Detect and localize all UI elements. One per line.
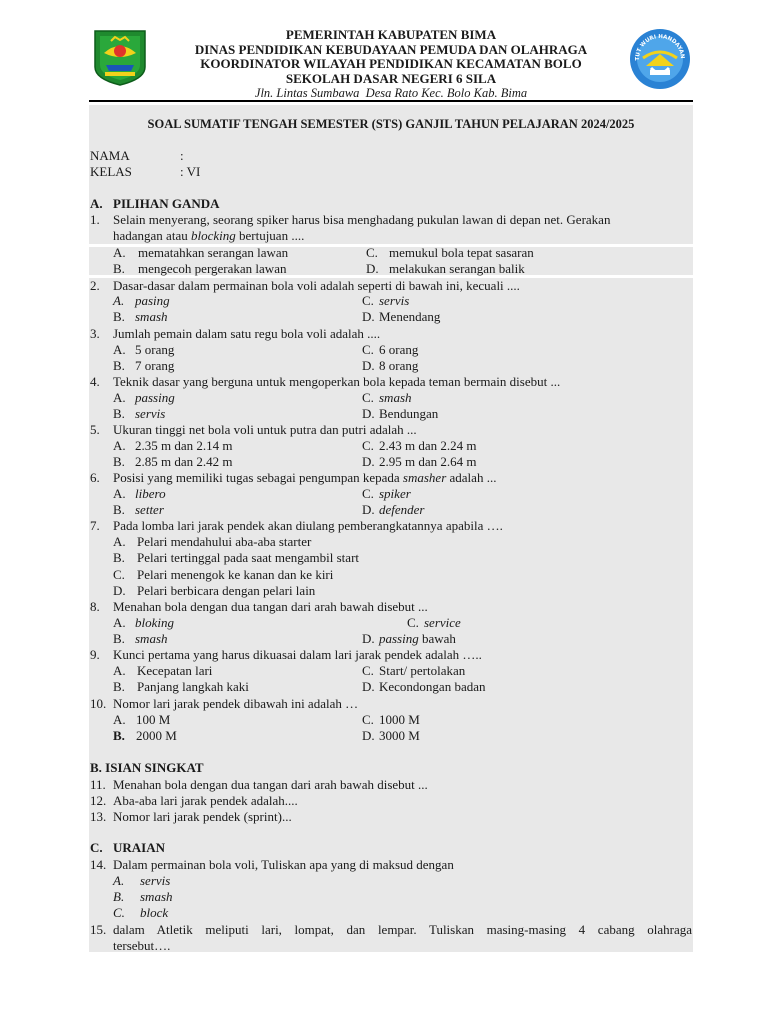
question-text: Dalam permainan bola voli, Tuliskan apa yang di maksud dengan	[113, 857, 454, 872]
option-label: C.	[362, 486, 374, 501]
option-label: C.	[366, 245, 378, 260]
option-a: Pelari mendahului aba-aba starter	[137, 534, 312, 549]
option-d: 8 orang	[379, 358, 419, 373]
option-label: B.	[113, 406, 125, 421]
question-text-line-2	[113, 228, 304, 244]
exam-title: SOAL SUMATIF TENGAH SEMESTER (STS) GANJIL TAHUN PELAJARAN 2024/2025	[147, 117, 635, 131]
option-b: Pelari tertinggal pada saat mengambil start	[137, 550, 360, 565]
option-label: A.	[113, 342, 126, 357]
option-c: spiker	[379, 486, 411, 501]
option-label: C.	[113, 567, 125, 582]
option-a: passing	[135, 390, 175, 405]
letterhead-line-3: KOORDINATOR WILAYAH PENDIDIKAN KECAMATAN BOLO	[200, 56, 582, 71]
question-number: 11.	[90, 777, 106, 792]
option-d-rest: bawah	[418, 631, 456, 646]
option-c: memukul bola tepat sasaran	[389, 245, 534, 260]
option-c: Start/ pertolakan	[379, 663, 466, 678]
option-label: D.	[362, 631, 375, 646]
option-label: A.	[113, 245, 126, 260]
option-c: service	[424, 615, 461, 630]
option-label: D.	[362, 406, 375, 421]
question-number: 6.	[90, 470, 100, 485]
option-d	[379, 631, 456, 647]
question-text: Kunci pertama yang harus dikuasai dalam lari jarak pendek adalah …..	[113, 647, 482, 662]
option-label: D.	[366, 261, 379, 276]
option-d: defender	[379, 502, 425, 517]
option-label: A.	[113, 615, 126, 630]
option-d: Menendang	[379, 309, 441, 324]
option-label: B.	[113, 261, 125, 276]
option-b: servis	[135, 406, 166, 421]
question-text: Aba-aba lari jarak pendek adalah....	[113, 793, 298, 808]
option-d: 2.95 m dan 2.64 m	[379, 454, 477, 469]
option-label: B.	[113, 728, 125, 743]
option-label: A.	[113, 486, 126, 501]
option-b: setter	[135, 502, 164, 517]
question-number: 4.	[90, 374, 100, 389]
option-b: smash	[135, 309, 168, 324]
option-a: bloking	[135, 615, 174, 630]
option-label: C.	[362, 342, 374, 357]
question-text: Dasar-dasar dalam permainan bola voli adalah seperti di bawah ini, kecuali ....	[113, 278, 520, 293]
item-label: B.	[113, 889, 125, 904]
option-label: A.	[113, 534, 126, 549]
option-d: Kecondongan badan	[379, 679, 486, 694]
option-c: Pelari menengok ke kanan dan ke kiri	[137, 567, 334, 582]
question-text-term: blocking	[190, 228, 236, 243]
option-a: pasing	[135, 293, 170, 308]
question-number: 13.	[90, 809, 107, 824]
question-text: Jumlah pemain dalam satu regu bola voli adalah ....	[113, 326, 381, 341]
question-text-term: smasher	[402, 470, 447, 485]
section-a-title: PILIHAN GANDA	[113, 196, 220, 211]
section-c-title: URAIAN	[113, 840, 165, 855]
option-b: mengecoh pergerakan lawan	[138, 261, 287, 276]
question-text-part: hadangan atau	[113, 228, 191, 243]
item-text: servis	[140, 873, 171, 888]
option-c: 6 orang	[379, 342, 419, 357]
emblem-caption: TUT WURI HANDAYAN	[634, 33, 686, 61]
option-label: A.	[113, 390, 126, 405]
option-c: 2.43 m dan 2.24 m	[379, 438, 477, 453]
option-label: A.	[113, 438, 126, 453]
school-address: Jln. Lintas Sumbawa Desa Rato Kec. Bolo Kab. Bima	[254, 86, 528, 100]
option-c: servis	[379, 293, 410, 308]
option-d: Pelari berbicara dengan pelari lain	[137, 583, 316, 598]
question-text-line-2: tersebut….	[113, 938, 171, 953]
option-label: D.	[362, 309, 375, 324]
question-text: Nomor lari jarak pendek dibawah ini adalah …	[113, 696, 359, 711]
option-a: Kecepatan lari	[137, 663, 213, 678]
kelas-label: KELAS	[90, 164, 132, 179]
option-b: 2.85 m dan 2.42 m	[135, 454, 233, 469]
option-a: 2.35 m dan 2.14 m	[135, 438, 233, 453]
option-d: melakukan serangan balik	[389, 261, 525, 276]
option-label: B.	[113, 358, 125, 373]
option-label: C.	[362, 712, 374, 727]
question-text: Selain menyerang, seorang spiker harus bisa menghadang pukulan lawan di depan net. Gerakan	[113, 212, 611, 227]
question-number: 7.	[90, 518, 100, 533]
option-b: 2000 M	[136, 728, 177, 743]
tut-wuri-handayani-emblem-icon	[629, 28, 691, 90]
question-text: Nomor lari jarak pendek (sprint)...	[113, 809, 292, 824]
option-b: 7 orang	[135, 358, 175, 373]
question-text-part: Posisi yang memiliki tugas sebagai pengumpan kepada	[113, 470, 403, 485]
question-text-part: bertujuan ....	[235, 228, 305, 243]
option-a: mematahkan serangan lawan	[138, 245, 289, 260]
section-c-marker: C.	[90, 840, 103, 855]
question-number: 2.	[90, 278, 100, 293]
option-a: 5 orang	[135, 342, 175, 357]
question-text: Teknik dasar yang berguna untuk mengoperkan bola kepada teman bermain disebut ...	[113, 374, 561, 389]
option-label: D.	[362, 454, 375, 469]
option-label: D.	[113, 583, 126, 598]
question-number: 5.	[90, 422, 100, 437]
option-label: D.	[362, 728, 375, 743]
section-b-title: B. ISIAN SINGKAT	[90, 760, 204, 775]
option-a: libero	[135, 486, 166, 501]
question-text: Ukuran tinggi net bola voli untuk putra dan putri adalah ...	[113, 422, 417, 437]
question-text: Menahan bola dengan dua tangan dari arah bawah disebut ...	[113, 777, 428, 792]
option-label: A.	[113, 712, 126, 727]
question-number: 14.	[90, 857, 107, 872]
option-label: B.	[113, 454, 125, 469]
option-label: C.	[362, 293, 374, 308]
item-label: A.	[113, 873, 125, 888]
question-number: 3.	[90, 326, 100, 341]
option-d-term: passing	[379, 631, 419, 646]
question-number: 15.	[90, 922, 107, 937]
question-text: dalam Atletik meliputi lari, lompat, dan lempar. Tuliskan masing-masing 4 cabang olahraga	[113, 922, 692, 937]
item-text: smash	[140, 889, 173, 904]
option-label: A.	[113, 663, 126, 678]
question-text: Pada lomba lari jarak pendek akan diulang pemberangkatannya apabila ….	[113, 518, 503, 533]
question-number: 1.	[90, 212, 100, 227]
option-label: B.	[113, 309, 125, 324]
letterhead-line-1: PEMERINTAH KABUPATEN BIMA	[285, 27, 497, 42]
question-text	[113, 470, 496, 486]
option-label: C.	[362, 438, 374, 453]
option-label: D.	[362, 679, 375, 694]
question-number: 8.	[90, 599, 100, 614]
option-label: D.	[362, 358, 375, 373]
question-number: 12.	[90, 793, 107, 808]
nama-value: :	[180, 148, 184, 163]
option-label: A.	[113, 293, 125, 308]
letterhead-divider	[89, 100, 693, 102]
option-label: C.	[407, 615, 419, 630]
option-label: B.	[113, 679, 125, 694]
option-label: B.	[113, 502, 125, 517]
item-text: block	[140, 905, 169, 920]
option-a: 100 M	[136, 712, 171, 727]
option-d: Bendungan	[379, 406, 439, 421]
section-a-marker: A.	[90, 196, 103, 211]
question-number: 10.	[90, 696, 107, 711]
question-text-part: adalah ...	[446, 470, 497, 485]
option-label: D.	[362, 502, 375, 517]
question-number: 9.	[90, 647, 100, 662]
letterhead-line-4: SEKOLAH DASAR NEGERI 6 SILA	[285, 70, 497, 86]
item-label: C.	[113, 905, 125, 920]
option-c: smash	[379, 390, 412, 405]
option-c: 1000 M	[379, 712, 420, 727]
letterhead-line-2: DINAS PENDIDIKAN KEBUDAYAAN PEMUDA DAN OLAHRAGA	[194, 41, 588, 57]
option-label: C.	[362, 390, 374, 405]
nama-label: NAMA	[90, 148, 130, 163]
option-label: C.	[362, 663, 374, 678]
option-b: smash	[135, 631, 168, 646]
option-b: Panjang langkah kaki	[137, 679, 249, 694]
option-label: B.	[113, 631, 125, 646]
option-label: B.	[113, 550, 125, 565]
question-text: Menahan bola dengan dua tangan dari arah bawah disebut ...	[113, 599, 428, 614]
kelas-value: : VI	[180, 164, 201, 179]
letterhead	[89, 22, 693, 100]
option-d: 3000 M	[379, 728, 420, 743]
